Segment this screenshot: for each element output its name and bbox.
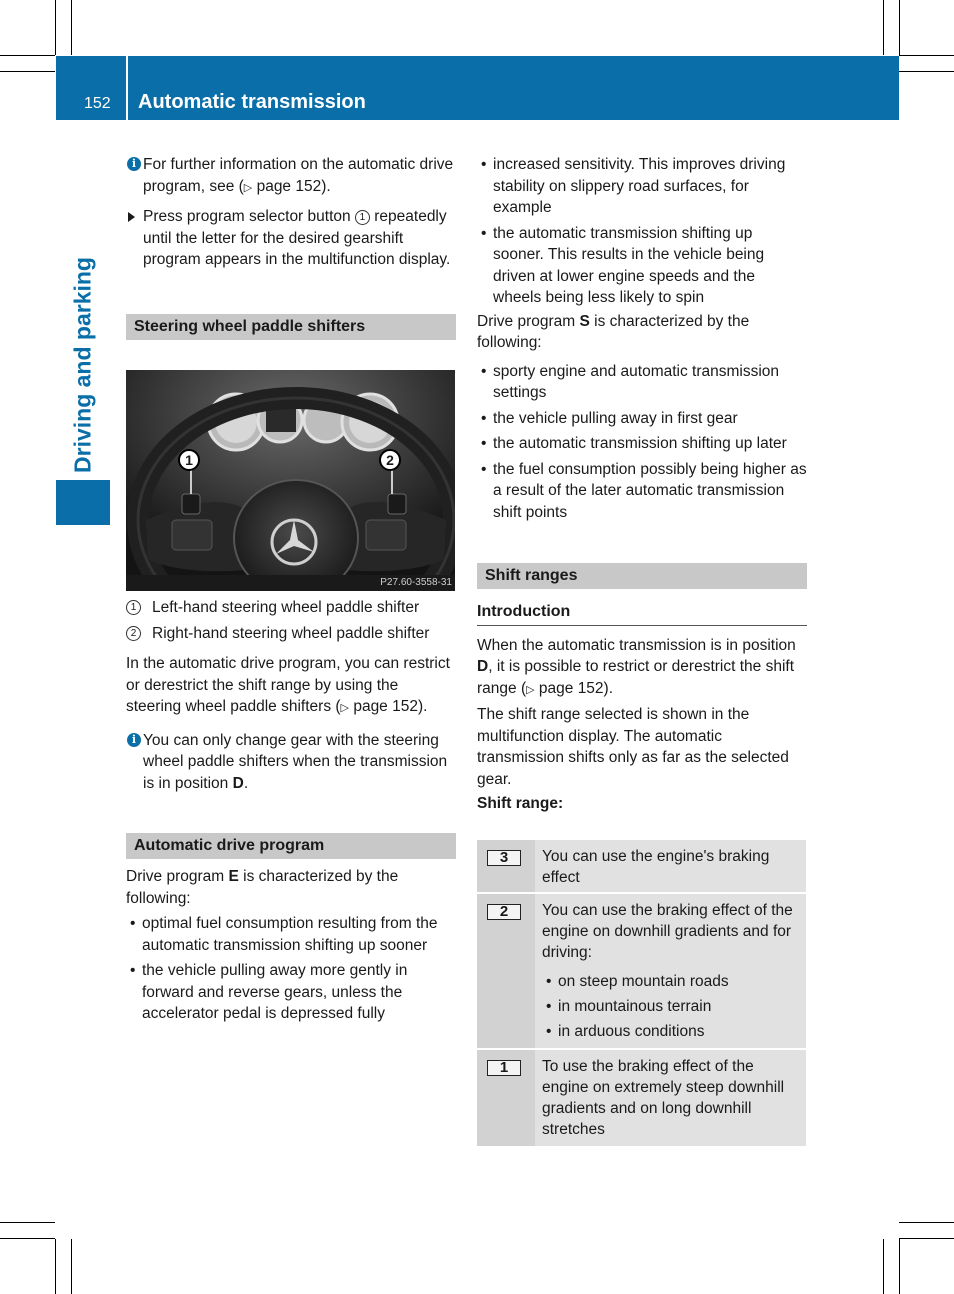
left-column-lower: [126, 597, 456, 1025]
callout-marker-1: 1: [178, 449, 200, 471]
page-number: 152: [84, 95, 111, 112]
paragraph-text: is characterized by the following:: [126, 868, 399, 907]
gear-key: 1: [487, 1060, 521, 1076]
gear-position: D: [477, 658, 489, 675]
crop-mark: [899, 71, 954, 72]
info-note: [126, 730, 456, 795]
shift-range-label: Shift range:: [477, 795, 564, 812]
list-item: • sporty engine and automatic transmission settings: [477, 361, 807, 404]
crop-mark: [0, 71, 55, 72]
crop-mark: [899, 55, 954, 56]
page-header: [56, 56, 899, 120]
crop-mark: [71, 1239, 72, 1294]
step-arrow-icon: [128, 212, 135, 222]
left-column: [126, 154, 456, 340]
paragraph-text: When the automatic transmission is in position: [477, 636, 796, 654]
info-icon: i: [127, 733, 141, 747]
side-tab-marker: [56, 480, 110, 525]
callout-number: 1: [355, 210, 370, 225]
list-item: • the vehicle pulling away in first gear: [477, 408, 807, 430]
cell-text: You can use the braking effect of the engine on downhill gradients and for driving:: [542, 902, 793, 961]
instruction-step: [126, 206, 456, 271]
table-row: [477, 840, 806, 894]
subsection-heading: Introduction: [477, 601, 807, 626]
page-ref-arrow-icon: ▷: [526, 683, 535, 696]
table-cell: [535, 1050, 806, 1146]
list-item: • increased sensitivity. This improves driving stability on slippery road surfaces, for example: [477, 154, 807, 219]
paragraph: [126, 866, 456, 909]
crop-mark: [55, 1239, 56, 1294]
paragraph: [477, 311, 807, 354]
crop-mark: [0, 1222, 55, 1223]
crop-mark: [899, 0, 900, 55]
list-item: • the vehicle pulling away more gently in forward and reverse gears, unless the accelerator pedal is depressed fully: [126, 960, 456, 1025]
info-note: [126, 154, 456, 199]
crop-mark: [899, 1239, 900, 1294]
shift-range-table: [477, 840, 806, 1146]
list-item: • the fuel consumption possibly being higher as a result of the later automatic transmission shift points: [477, 459, 807, 524]
paragraph: The shift range selected is shown in the multifunction display. The automatic transmission shifts only as far as the selected gear.: [477, 706, 789, 788]
crop-mark: [883, 1239, 884, 1294]
legend-text: Right-hand steering wheel paddle shifter: [152, 624, 430, 642]
page-ref-arrow-icon: ▷: [340, 702, 350, 714]
gear-position: D: [232, 774, 244, 792]
gear-key-cell: [477, 894, 535, 1048]
paragraph-text: Drive program: [126, 868, 229, 885]
crop-mark: [55, 0, 56, 55]
list-item: • optimal fuel consumption resulting from the automatic transmission shifting up sooner: [126, 913, 456, 956]
list-item: • on steep mountain roads: [542, 971, 800, 992]
cell-text: You can use the engine's braking effect: [542, 848, 770, 886]
callout-number: 2: [126, 626, 141, 641]
note-text: You can only change gear with the steering wheel paddle shifters when the transmission is in position: [143, 731, 448, 792]
paragraph-text: In the automatic drive program, you can restrict or derestrict the shift range by using the steering wheel paddle shifters (: [126, 655, 450, 715]
crop-mark: [71, 0, 72, 55]
list-item: • the automatic transmission shifting up later: [477, 433, 807, 455]
crop-mark: [0, 55, 55, 56]
step-text: Press program selector button: [143, 208, 355, 225]
gear-key-cell: [477, 1050, 535, 1146]
table-row: [477, 1050, 806, 1146]
paragraph: [126, 653, 456, 720]
paragraph-text: , it is possible to restrict or derestrict the shift range (: [477, 658, 795, 697]
legend-item: [126, 623, 456, 645]
crop-mark: [899, 1222, 954, 1223]
info-icon: i: [127, 157, 141, 171]
section-heading: Steering wheel paddle shifters: [126, 314, 456, 340]
crop-mark: [883, 0, 884, 55]
right-column: [477, 154, 807, 815]
paragraph-text: Drive program: [477, 312, 580, 330]
callout-number: 1: [126, 600, 141, 615]
note-text: page 152).: [252, 177, 331, 195]
table-cell: [535, 894, 806, 1048]
chapter-title: Automatic transmission: [138, 91, 366, 113]
drive-program-letter: E: [228, 868, 239, 885]
legend-text: Left-hand steering wheel paddle shifter: [152, 599, 420, 616]
step-text: repeatedly until the letter for the desired gearshift program appears in the multifunction display.: [143, 208, 451, 268]
gear-key-cell: [477, 840, 535, 892]
list-item: • the automatic transmission shifting up sooner. This results in the vehicle being driven at lower engine speeds and the wheels being less likely to spin: [477, 223, 807, 309]
header-separator: [126, 56, 128, 120]
crop-mark: [899, 1238, 954, 1239]
page-ref-arrow-icon: ▷: [243, 181, 253, 194]
legend-item: [126, 597, 456, 619]
gear-key: 2: [487, 904, 521, 920]
steering-wheel-illustration: [126, 370, 455, 591]
list-item: • in arduous conditions: [542, 1021, 800, 1042]
section-heading: Automatic drive program: [126, 833, 456, 859]
photo-caption: P27.60-3558-31: [380, 577, 452, 588]
paragraph: [477, 635, 807, 702]
paragraph-text: page 152).: [534, 679, 614, 697]
steering-wheel-photo: [126, 370, 455, 591]
drive-program-letter: S: [579, 312, 590, 330]
cell-text: To use the braking effect of the engine on extremely steep downhill gradients and on long downhill stretches: [542, 1058, 785, 1138]
section-heading: Shift ranges: [477, 563, 807, 589]
paragraph-text: page 152).: [349, 698, 428, 715]
table-row: [477, 894, 806, 1050]
callout-marker-2: 2: [379, 449, 401, 471]
note-text: For further information on the automatic drive program, see (: [143, 156, 454, 195]
list-item: • in mountainous terrain: [542, 996, 800, 1017]
table-cell: [535, 840, 806, 892]
gear-key: 3: [487, 850, 521, 866]
note-text: .: [243, 774, 249, 792]
side-section-text: Driving and parking: [69, 257, 96, 473]
paragraph-text: is characterized by the following:: [477, 312, 750, 351]
crop-mark: [0, 1238, 55, 1239]
